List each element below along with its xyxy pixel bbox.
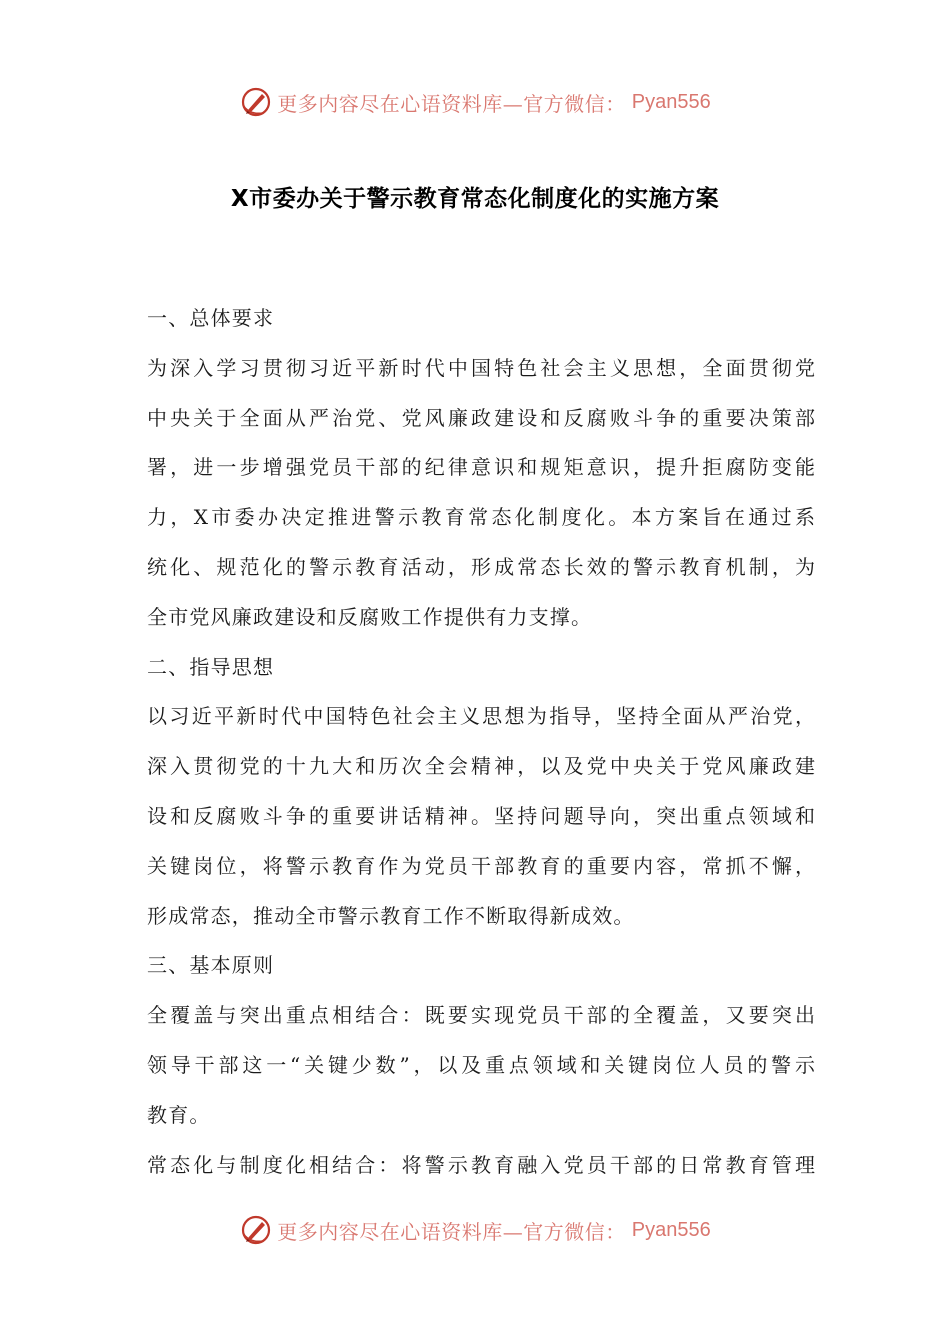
paragraph-line: 形成常态，推动全市警示教育工作不断取得新成效。 [147, 903, 635, 928]
paragraph-line: 深入贯彻党的十九大和历次全会精神，以及党中央关于党风廉政建 [147, 754, 815, 779]
document-body [147, 300, 815, 1196]
paragraph-line: 全市党风廉政建设和反腐败工作提供有力支撑。 [147, 604, 593, 629]
section-heading: 三、基本原则 [147, 953, 275, 978]
paragraph-line: 常态化与制度化相结合：将警示教育融入党员干部的日常教育管理 [147, 1152, 815, 1177]
paragraph-line: 关键岗位，将警示教育作为党员干部教育的重要内容，常抓不懈， [147, 853, 815, 878]
paragraph-line: 以习近平新时代中国特色社会主义思想为指导，坚持全面从严治党， [147, 704, 815, 729]
paragraph-line: 中央关于全面从严治党、党风廉政建设和反腐败斗争的重要决策部 [147, 405, 815, 430]
paragraph-line: 全覆盖与突出重点相结合：既要实现党员干部的全覆盖，又要突出 [147, 1003, 815, 1028]
paragraph-line: 力，X市委办决定推进警示教育常态化制度化。本方案旨在通过系 [147, 505, 815, 530]
paragraph-line: 教育。 [147, 1102, 211, 1127]
banner-text: 更多内容尽在心语资料库—官方微信： [277, 91, 626, 116]
section-heading: 一、总体要求 [147, 306, 275, 330]
document-title: X市委办关于警示教育常态化制度化的实施方案 [230, 186, 720, 212]
section-heading: 二、指导思想 [147, 654, 275, 679]
footer-watermark-banner [0, 1210, 950, 1250]
paragraph-line: 统化、规范化的警示教育活动，形成常态长效的警示教育机制，为 [147, 554, 815, 579]
pen-logo-icon [239, 85, 273, 119]
header-watermark-banner [0, 82, 950, 122]
pen-logo-icon [239, 1213, 273, 1247]
banner-text: 更多内容尽在心语资料库—官方微信： [277, 1219, 626, 1244]
paragraph-line: 领导干部这一“关键少数”，以及重点领域和关键岗位人员的警示 [147, 1052, 815, 1077]
paragraph-line: 设和反腐败斗争的重要讲话精神。坚持问题导向，突出重点领域和 [147, 803, 815, 828]
banner-wechat-handle: Pyan556 [631, 1218, 711, 1241]
banner-wechat-handle: Pyan556 [631, 90, 711, 113]
paragraph-line: 署，进一步增强党员干部的纪律意识和规矩意识，提升拒腐防变能 [147, 455, 815, 480]
paragraph-line: 为深入学习贯彻习近平新时代中国特色社会主义思想，全面贯彻党 [147, 355, 815, 380]
